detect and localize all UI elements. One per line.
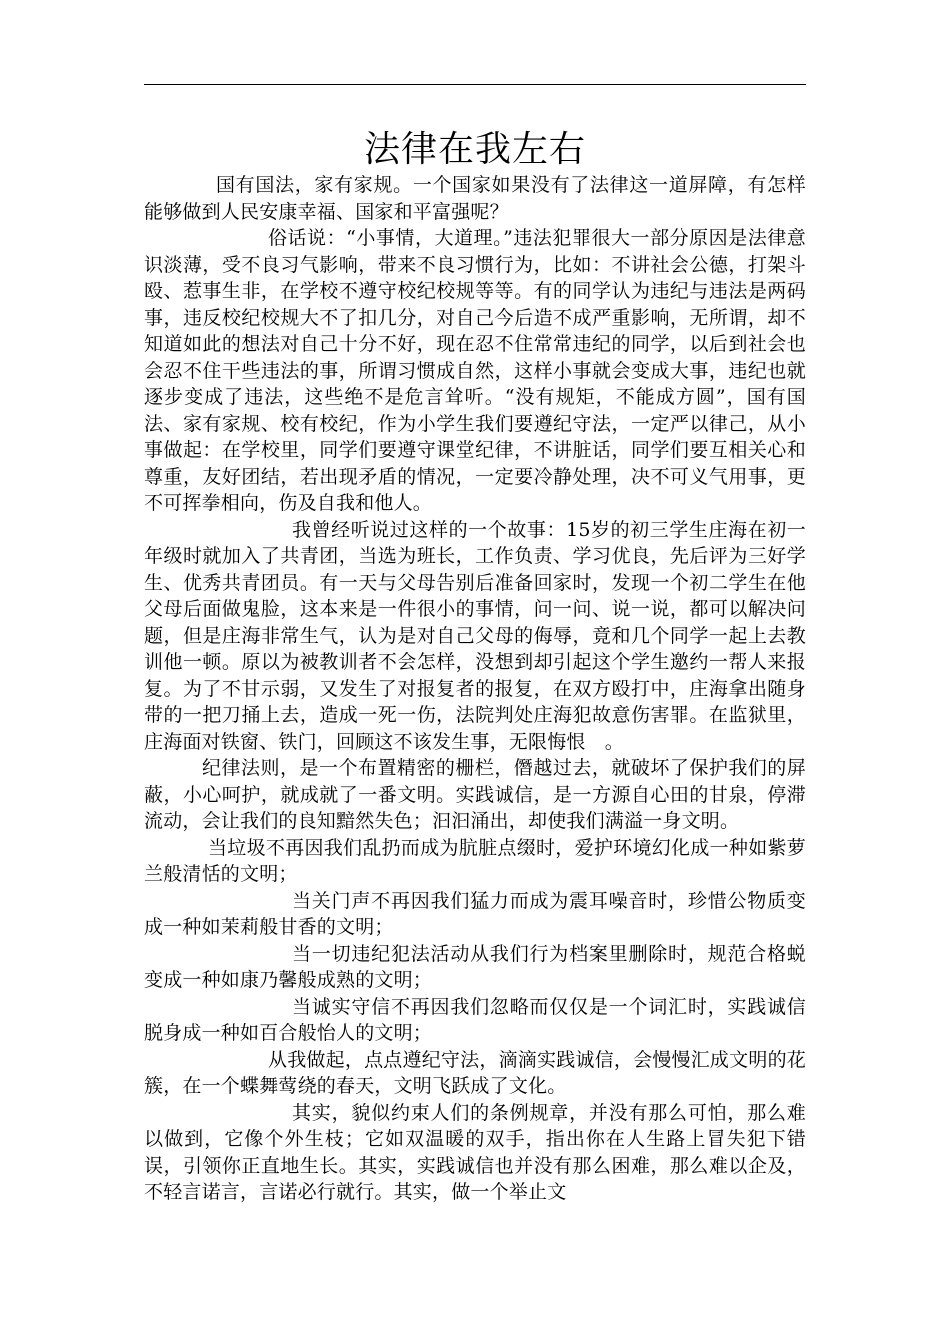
paragraph-story: 我曾经听说过这样的一个故事：15岁的初三学生庄海在初一年级时就加入了共青团，当选为班长，工作负责、学习优良，先后评为三好学生、优秀共青团员。有一天与父母告别后准备回家时，发现一个初二学生在他父母后面做鬼脸，这本来是一件很小的事情，问一问、说一说，都可以解决问题，但是庄海非常生气，认为是对自己父母的侮辱，竟和几个同学一起上去教训他一顿。原以为被教训者不会怎样，没想到却引起这个学生邀约一帮人来报复。为了不甘示弱，又发生了对报复者的报复，在双方殴打中，庄海拿出随身带的一把刀捅上去，造成一死一伤，法院判处庄海犯故意伤害罪。在监狱里，庄海面对铁窗、铁门，回顾这不该发生事，无限悔恨 。 (144, 518, 806, 753)
paragraph-start-with-me: 从我做起，点点遵纪守法，滴滴实践诚信，会慢慢汇成文明的花簇，在一个蝶舞莺绕的春天，文明飞跃成了文化。 (144, 1048, 806, 1097)
paragraph-violation: 当一切违纪犯法活动从我们行为档案里删除时，规范合格蜕变成一种如康乃馨般成熟的文明； (144, 942, 806, 991)
article-body (144, 172, 806, 1206)
paragraph-litter: 当垃圾不再因我们乱扔而成为肮脏点缀时，爱护环境幻化成一种如紫萝兰般清恬的文明； (144, 836, 806, 885)
paragraph-discipline: 纪律法则，是一个布置精密的栅栏，僭越过去，就破坏了保护我们的屏蔽，小心呵护，就成就了一番文明。实践诚信，是一方源自心田的甘泉，停滞流动，会让我们的良知黯然失色；汩汩涌出，却使我们满溢一身文明。 (144, 757, 806, 832)
header-rule (144, 84, 806, 85)
paragraph-proverb: 俗话说：“小事情，大道理。”违法犯罪很大一部分原因是法律意识淡薄，受不良习气影响，带来不良习惯行为，比如：不讲社会公德，打架斗殴、惹事生非，在学校不遵守校纪校规等等。有的同学认为违纪与违法是两码事，违反校纪校规大不了扣几分，对自己今后造不成严重影响，无所谓，却不知道如此的想法对自己十分不好，现在忍不住常常违纪的同学，以后到社会也会忍不住干些违法的事，所谓习惯成自然，这样小事就会变成大事，违纪也就逐步变成了违法，这些绝不是危言耸听。“没有规矩，不能成方圆”，国有国法、家有家规、校有校纪，作为小学生我们要遵纪守法，一定严以律己，从小事做起：在学校里，同学们要遵守课堂纪律，不讲脏话，同学们要互相关心和尊重，友好团结，若出现矛盾的情况，一定要冷静处理，决不可义气用事，更不可挥拳相向，伤及自我和他人。 (144, 227, 806, 514)
page-title: 法律在我左右 (363, 129, 586, 170)
paragraph-intro: 国有国法，家有家规。一个国家如果没有了法律这一道屏障，有怎样能够做到人民安康幸福、国家和平富强呢？ (144, 174, 806, 223)
paragraph-door: 当关门声不再因我们猛力而成为震耳噪音时，珍惜公物质变成一种如茉莉般甘香的文明； (144, 889, 806, 938)
paragraph-conclusion: 其实，貌似约束人们的条例规章，并没有那么可怕，那么难以做到，它像个外生枝；它如双温暖的双手，指出你在人生路上冒失犯下错误，引领你正直地生长。其实，实践诚信也并没有那么困难，那么难以企及，不轻言诺言，言诺必行就行。其实，做一个举止文 (144, 1101, 806, 1203)
paragraph-honesty: 当诚实守信不再因我们忽略而仅仅是一个词汇时，实践诚信脱身成一种如百合般怡人的文明； (144, 995, 806, 1044)
